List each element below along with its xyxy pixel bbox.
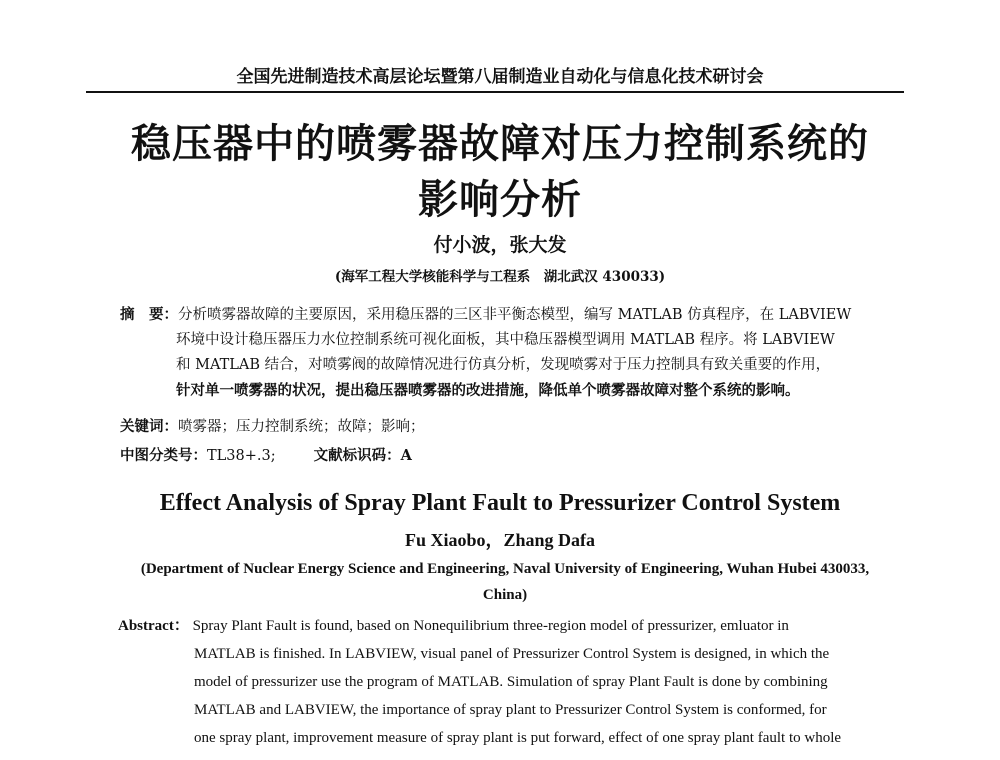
doc-code-value: A bbox=[400, 447, 412, 464]
abstract-en-text: Spray Plant Fault is found, based on Nonequilibrium three-region model of pressurizer, emluator in bbox=[192, 618, 789, 634]
classification bbox=[120, 444, 412, 465]
abstract-cn-line bbox=[120, 302, 880, 328]
abstract-en-label: Abstract： bbox=[118, 618, 189, 634]
paper-title-cn-line1: 稳压器中的喷雾器故障对压力控制系统的 bbox=[131, 121, 869, 167]
abstract-en-line: MATLAB and LABVIEW, the importance of spray plant to Pressurizer Control System is conformed, for bbox=[194, 702, 827, 718]
abstract-en-line: MATLAB is finished. In LABVIEW, visual panel of Pressurizer Control System is designed, in which the bbox=[194, 646, 830, 662]
affiliation-cn: (海军工程大学核能科学与工程系 湖北武汉 430033) bbox=[334, 269, 666, 285]
abstract-en-line: one spray plant, improvement measure of spray plant is put forward, effect of one spray plant fault to whole bbox=[194, 730, 842, 746]
abstract-en-line bbox=[118, 612, 868, 640]
keywords-label: 关键词： bbox=[120, 418, 178, 435]
affiliation-en-line1: (Department of Nuclear Energy Science and Engineering, Naval University of Engineering, Wuhan Hubei 430033, bbox=[140, 561, 870, 577]
abstract-cn-label: 摘 要： bbox=[120, 306, 178, 323]
keywords-cn bbox=[120, 415, 425, 436]
clc-value: TL38+.3; bbox=[207, 448, 276, 464]
abstract-en-line: model of pressurizer use the program of MATLAB. Simulation of spray Plant Fault is done by combining bbox=[194, 674, 828, 690]
abstract-cn bbox=[120, 302, 880, 403]
paper-title-cn-line2: 影响分析 bbox=[418, 177, 582, 223]
header-rule bbox=[86, 91, 904, 93]
affiliation-en-line2: China) bbox=[482, 587, 528, 603]
authors-en: Fu Xiaobo，Zhang Dafa bbox=[404, 530, 596, 550]
abstract-cn-text: 分析喷雾器故障的主要原因，采用稳压器的三区非平衡态模型，编写 MATLAB 仿真程序，在 LABVIEW bbox=[178, 307, 852, 323]
abstract-cn-line: 针对单一喷雾器的状况，提出稳压器喷雾器的改进措施，降低单个喷雾器故障对整个系统的影响。 bbox=[176, 382, 800, 399]
clc-label: 中图分类号： bbox=[120, 447, 207, 464]
keywords-value: 喷雾器；压力控制系统；故障；影响； bbox=[178, 419, 425, 435]
abstract-cn-line: 环境中设计稳压器压力水位控制系统可视化面板，其中稳压器模型调用 MATLAB 程序。将 LABVIEW bbox=[176, 332, 835, 348]
conference-header: 全国先进制造技术高层论坛暨第八届制造业自动化与信息化技术研讨会 bbox=[236, 67, 764, 87]
abstract-cn-line: 和 MATLAB 结合，对喷雾阀的故障情况进行仿真分析，发现喷雾对于压力控制具有致关重要的作用， bbox=[176, 357, 831, 373]
paper-title-en: Effect Analysis of Spray Plant Fault to Pressurizer Control System bbox=[159, 490, 841, 516]
authors-cn: 付小波，张大发 bbox=[433, 234, 567, 256]
affiliation-en bbox=[110, 556, 900, 608]
abstract-en bbox=[118, 612, 868, 752]
doc-code-label: 文献标识码： bbox=[313, 447, 401, 464]
